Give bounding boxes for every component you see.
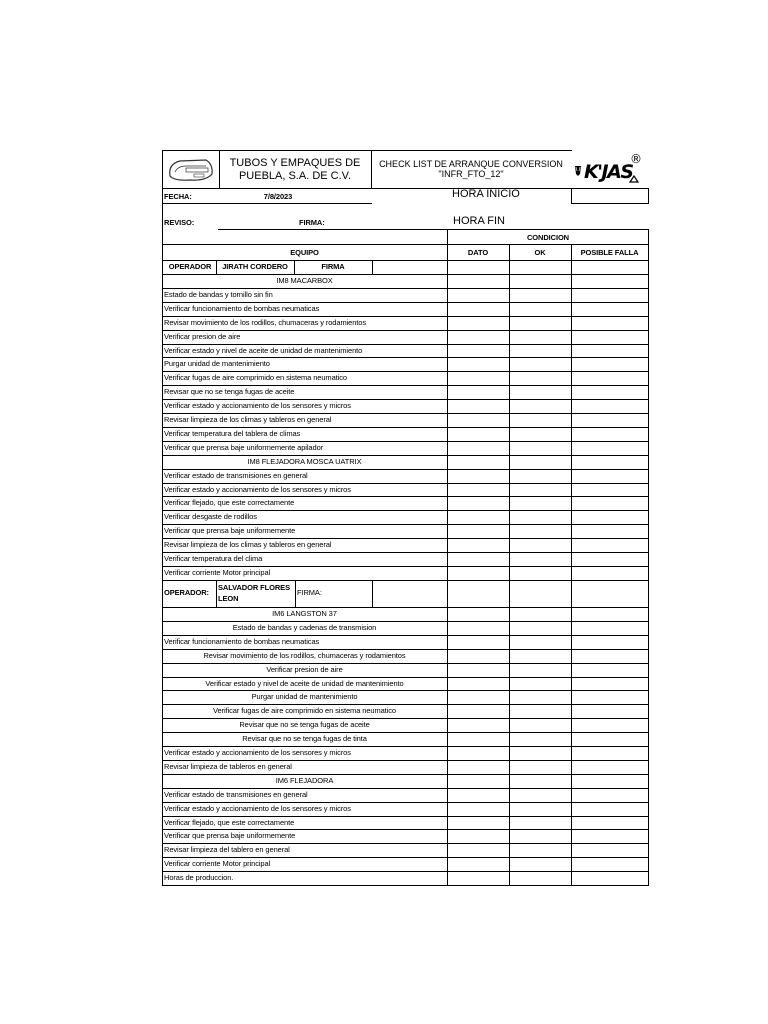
operator1-firma: FIRMA — [321, 262, 345, 271]
checklist-item: Verificar fugas de aire comprimido en sistema neumatico — [164, 373, 347, 383]
checklist-item: Verificar estado y accionamiento de los sensores y micros — [164, 803, 351, 813]
checklist-item: Verificar funcionamiento de bombas neumaticas — [164, 303, 320, 313]
dato-cell[interactable] — [448, 511, 509, 524]
checklist-item: Verificar estado de transmisiones en general — [164, 789, 308, 799]
dato-cell[interactable] — [448, 400, 509, 413]
dato-cell[interactable] — [448, 817, 509, 830]
posible-falla-cell[interactable] — [572, 525, 648, 538]
posible-falla-cell[interactable] — [572, 303, 648, 316]
ok-cell[interactable] — [510, 289, 571, 302]
condicion-label: CONDICION — [526, 233, 570, 242]
dato-cell[interactable] — [448, 719, 509, 732]
checklist-item: Verificar presion de aire — [266, 664, 343, 674]
dato-cell[interactable] — [448, 345, 509, 358]
posible-falla-cell[interactable] — [572, 497, 648, 510]
ok-cell[interactable] — [510, 372, 571, 385]
ok-cell[interactable] — [510, 636, 571, 649]
ok-cell[interactable] — [510, 622, 571, 635]
posible-falla-cell[interactable] — [572, 442, 648, 455]
checklist-item: Verificar que prensa baje uniformemente — [164, 526, 296, 536]
checklist-item: Purgar unidad de mantenimiento — [251, 692, 358, 702]
dato-cell[interactable] — [448, 414, 509, 427]
checklist-item: Verificar temperatura del clima — [164, 554, 263, 563]
operator2-firma: FIRMA: — [297, 588, 322, 597]
ok-cell[interactable] — [510, 456, 571, 469]
dato-cell[interactable] — [448, 844, 509, 857]
dato-cell[interactable] — [448, 553, 509, 566]
checklist-item: Verificar que prensa baje uniformemente — [164, 831, 296, 841]
checklist-item: Revisar limpieza de los climas y tableros en general — [164, 415, 332, 424]
form-title-line2: "INFR_FTO_12" — [438, 169, 504, 179]
ok-cell[interactable] — [510, 761, 571, 774]
brand-logo — [574, 152, 648, 188]
ok-cell[interactable] — [510, 400, 571, 413]
checklist-item: Verificar estado de transmisiones en general — [164, 470, 308, 480]
posible-falla-cell[interactable] — [572, 650, 648, 663]
ok-cell[interactable] — [510, 872, 571, 885]
dato-cell[interactable] — [448, 484, 509, 497]
checklist-item: Verificar estado y accionamiento de los sensores y micros — [164, 401, 351, 411]
operator1-name[interactable]: JIRATH CORDERO — [222, 262, 288, 271]
posible-falla-cell[interactable] — [572, 484, 648, 497]
dato-cell[interactable] — [448, 372, 509, 385]
posible-falla-cell[interactable] — [572, 844, 648, 857]
posible-falla-cell[interactable] — [572, 719, 648, 732]
dato-cell[interactable] — [448, 289, 509, 302]
dato-cell[interactable] — [448, 803, 509, 816]
ok-cell[interactable] — [510, 525, 571, 538]
ok-cell[interactable] — [510, 733, 571, 746]
company-logo-icon — [166, 154, 216, 184]
ok-cell[interactable] — [510, 484, 571, 497]
posible-falla-cell[interactable] — [572, 636, 648, 649]
dato-cell[interactable] — [448, 539, 509, 552]
checklist-item: Verificar estado y accionamiento de los sensores y micros — [164, 484, 351, 494]
fecha-value[interactable]: 7/8/2023 — [263, 192, 293, 201]
ok-cell[interactable] — [510, 428, 571, 441]
dato-cell[interactable] — [448, 456, 509, 469]
dato-cell[interactable] — [448, 622, 509, 635]
posible-falla-cell[interactable] — [572, 553, 648, 566]
posible-falla-cell[interactable] — [572, 678, 648, 691]
registered-mark: ® — [630, 152, 642, 166]
ok-cell[interactable] — [510, 747, 571, 760]
posible-falla-cell[interactable] — [572, 317, 648, 330]
checklist-item: Revisar movimiento de los rodillos, chumaceras y rodamientos — [164, 317, 367, 327]
ok-cell[interactable] — [510, 817, 571, 830]
checklist-item: Verificar desgaste de rodillos — [164, 512, 257, 522]
dato-cell[interactable] — [448, 830, 509, 843]
posible-falla-cell[interactable] — [572, 622, 648, 635]
posible-falla-cell[interactable] — [572, 803, 648, 816]
dato-cell[interactable] — [448, 317, 509, 330]
ok-cell[interactable] — [510, 803, 571, 816]
posible-falla-cell[interactable] — [572, 608, 648, 621]
ok-cell[interactable] — [510, 358, 571, 371]
ok-header: OK — [534, 248, 546, 257]
checklist-item: Verificar funcionamiento de bombas neumaticas — [164, 636, 320, 646]
checklist-item: Revisar movimiento de los rodillos, chumaceras y rodamientos — [203, 650, 406, 660]
posible-falla-cell[interactable] — [572, 428, 648, 441]
ok-cell[interactable] — [510, 650, 571, 663]
checklist-item: Estado de bandas y tornillo sin fin — [164, 289, 273, 299]
checklist-item: Estado de bandas y cadenas de transmision — [232, 622, 377, 632]
ok-cell[interactable] — [510, 858, 571, 871]
dato-cell[interactable] — [448, 858, 509, 871]
ok-cell[interactable] — [510, 303, 571, 316]
dato-cell[interactable] — [448, 691, 509, 704]
dato-header: DATO — [467, 248, 489, 257]
posible-falla-cell[interactable] — [572, 761, 648, 774]
checklist-item: IM6 FLEJADORA — [275, 775, 334, 785]
checklist-item: Verificar corriente Motor principal — [164, 567, 271, 577]
ok-cell[interactable] — [510, 553, 571, 566]
ok-cell[interactable] — [510, 789, 571, 802]
operator1-label: OPERADOR — [168, 262, 212, 271]
posible-falla-cell[interactable] — [572, 830, 648, 843]
checklist-item: Verificar estado y nivel de aceite de unidad de mantenimiento — [205, 678, 404, 688]
operator2-label: OPERADOR: — [164, 588, 209, 597]
posible-falla-cell[interactable] — [572, 817, 648, 830]
ok-cell[interactable] — [510, 691, 571, 704]
dato-cell[interactable] — [448, 470, 509, 483]
checklist-item: Revisar que no se tenga fugas de tinta — [242, 734, 367, 744]
checklist-item: Verificar corriente Motor principal — [164, 859, 271, 869]
equipo-label: EQUIPO — [290, 248, 319, 257]
posible-falla-cell[interactable] — [572, 275, 648, 288]
dato-cell[interactable] — [448, 789, 509, 802]
checklist-item: IM6 LANGSTON 37 — [272, 609, 337, 618]
posible-falla-cell[interactable] — [572, 775, 648, 788]
dato-cell[interactable] — [448, 525, 509, 538]
checklist-item: Horas de produccion. — [164, 873, 234, 883]
posible-falla-cell[interactable] — [572, 858, 648, 871]
ok-cell[interactable] — [510, 830, 571, 843]
posible-falla-cell[interactable] — [572, 733, 648, 746]
fecha-label: FECHA: — [164, 192, 192, 201]
form-title-line1: CHECK LIST DE ARRANQUE CONVERSION — [379, 159, 563, 169]
posible-falla-cell[interactable] — [572, 789, 648, 802]
dato-cell[interactable] — [448, 442, 509, 455]
ok-cell[interactable] — [510, 414, 571, 427]
company-name-line2: PUEBLA, S.A. DE C.V. — [238, 170, 352, 182]
company-name-line1: TUBOS Y EMPAQUES DE — [229, 157, 361, 169]
hora-inicio-label: HORA INICIO — [452, 188, 520, 200]
posible-falla-cell[interactable] — [572, 539, 648, 552]
dato-cell[interactable] — [448, 608, 509, 621]
dato-cell[interactable] — [448, 747, 509, 760]
ok-cell[interactable] — [510, 539, 571, 552]
posible-falla-cell[interactable] — [572, 345, 648, 358]
checklist-item: Verificar temperatura del tablera de climas — [164, 428, 301, 438]
posible-falla-cell[interactable] — [572, 331, 648, 344]
dato-cell[interactable] — [448, 358, 509, 371]
ok-cell[interactable] — [510, 608, 571, 621]
ok-cell[interactable] — [510, 511, 571, 524]
ok-cell[interactable] — [510, 719, 571, 732]
firma-label: FIRMA: — [299, 218, 325, 227]
operator2-name-line2[interactable]: LEON — [218, 594, 239, 603]
dato-cell[interactable] — [448, 705, 509, 718]
checklist-item: IM8 FLEJADORA MOSCA UATRIX — [247, 456, 362, 466]
dato-cell[interactable] — [448, 650, 509, 663]
operator2-name-line1[interactable]: SALVADOR FLORES — [218, 583, 290, 592]
posible-falla-cell[interactable] — [572, 456, 648, 469]
posible-falla-cell[interactable] — [572, 386, 648, 399]
hora-fin-label: HORA FIN — [453, 215, 505, 227]
ok-cell[interactable] — [510, 275, 571, 288]
dato-cell[interactable] — [448, 428, 509, 441]
dato-cell[interactable] — [448, 733, 509, 746]
posible-falla-cell[interactable] — [572, 872, 648, 885]
checklist-item: Verificar flejado, que este correctamente — [164, 817, 295, 827]
posible-falla-cell[interactable] — [572, 414, 648, 427]
posible-falla-cell[interactable] — [572, 664, 648, 677]
checklist-item: Revisar limpieza de los climas y tableros en general — [164, 540, 332, 550]
brand-text: K'JAS — [584, 161, 633, 183]
posible-falla-cell[interactable] — [572, 705, 648, 718]
ok-cell[interactable] — [510, 567, 571, 580]
checklist-item: Verificar fugas de aire comprimido en sistema neumatico — [213, 706, 396, 716]
dato-cell[interactable] — [448, 331, 509, 344]
reviso-label: REVISO: — [164, 218, 195, 227]
checklist-item: Verificar que prensa baje uniformemente apilador — [164, 442, 324, 452]
posible-falla-cell[interactable] — [572, 567, 648, 580]
posible-falla-cell[interactable] — [572, 358, 648, 371]
ok-cell[interactable] — [510, 470, 571, 483]
checklist-item: Revisar limpieza de tableros en general — [164, 761, 292, 771]
dato-cell[interactable] — [448, 567, 509, 580]
ok-cell[interactable] — [510, 317, 571, 330]
posible-falla-cell[interactable] — [572, 470, 648, 483]
posible-falla-cell[interactable] — [572, 400, 648, 413]
checklist-item: Verificar estado y nivel de aceite de unidad de mantenimiento — [164, 345, 363, 355]
posible-falla-cell[interactable] — [572, 372, 648, 385]
ok-cell[interactable] — [510, 775, 571, 788]
checklist-item: Purgar unidad de mantenimiento — [164, 359, 270, 369]
checklist-item: Revisar que no se tenga fugas de aceite — [164, 387, 295, 397]
dato-cell[interactable] — [448, 497, 509, 510]
posible-falla-cell[interactable] — [572, 289, 648, 302]
checklist-item: Verificar presion de aire — [164, 331, 241, 341]
posible-falla-cell[interactable] — [572, 511, 648, 524]
dato-cell[interactable] — [448, 775, 509, 788]
ok-cell[interactable] — [510, 345, 571, 358]
ok-cell[interactable] — [510, 331, 571, 344]
checklist-item: Revisar limpieza del tablero en general — [164, 845, 290, 855]
dato-cell[interactable] — [448, 386, 509, 399]
ok-cell[interactable] — [510, 386, 571, 399]
dato-cell[interactable] — [448, 872, 509, 885]
dato-cell[interactable] — [448, 664, 509, 677]
checklist-item: IM8 MACARBOX — [276, 276, 333, 285]
dato-cell[interactable] — [448, 678, 509, 691]
posible-falla-header: POSIBLE FALLA — [580, 248, 639, 257]
dato-cell[interactable] — [448, 303, 509, 316]
ok-cell[interactable] — [510, 664, 571, 677]
dato-cell[interactable] — [448, 761, 509, 774]
ok-cell[interactable] — [510, 705, 571, 718]
ok-cell[interactable] — [510, 497, 571, 510]
ok-cell[interactable] — [510, 678, 571, 691]
dato-cell[interactable] — [448, 275, 509, 288]
checklist-item: Verificar flejado, que este correctamente — [164, 498, 295, 508]
ok-cell[interactable] — [510, 442, 571, 455]
ok-cell[interactable] — [510, 844, 571, 857]
dato-cell[interactable] — [448, 636, 509, 649]
checklist-item: Verificar estado y accionamiento de los sensores y micros — [164, 748, 351, 757]
checklist-item: Revisar que no se tenga fugas de aceite — [239, 720, 370, 730]
posible-falla-cell[interactable] — [572, 691, 648, 704]
posible-falla-cell[interactable] — [572, 747, 648, 760]
